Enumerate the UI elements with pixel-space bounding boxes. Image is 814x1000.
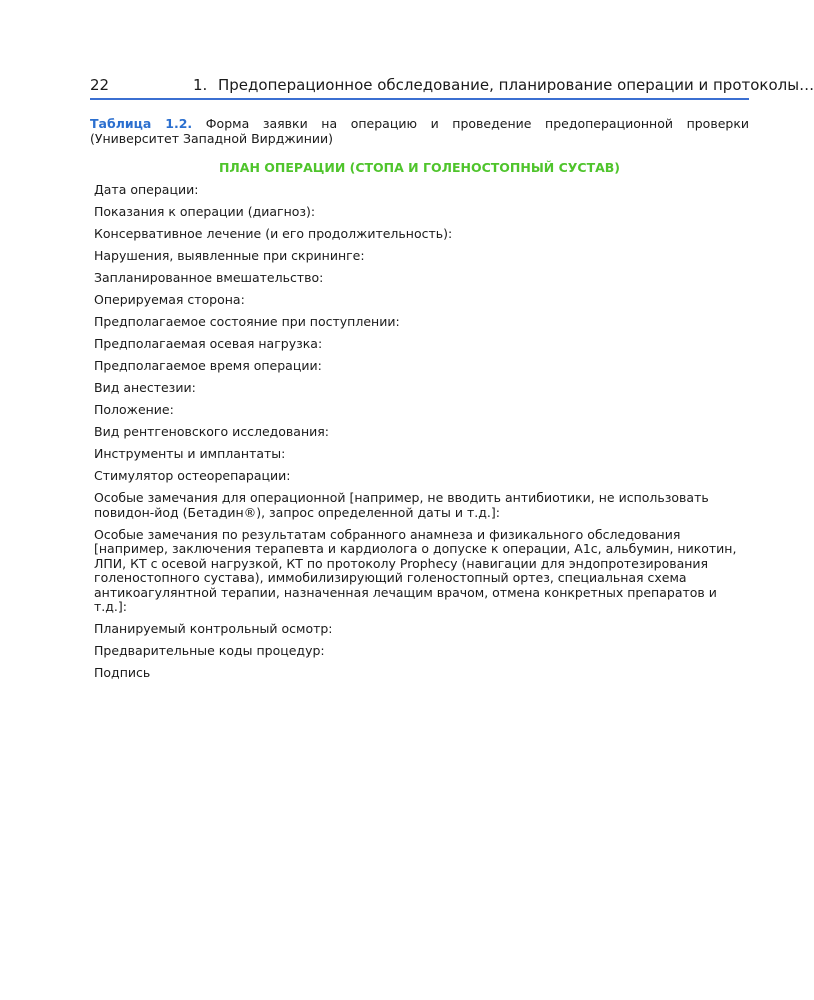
form-field: Подпись (94, 665, 151, 680)
form-title: ПЛАН ОПЕРАЦИИ (СТОПА И ГОЛЕНОСТОПНЫЙ СУСТАВ) (218, 160, 621, 175)
chapter-title: Предоперационное обследование, планирование операции и протоколы… (218, 76, 814, 94)
form-field: Дата операции: (94, 182, 199, 197)
form-field: Стимулятор остеорепарации: (94, 468, 291, 483)
form-field: Инструменты и имплантаты: (94, 446, 286, 461)
running-header (90, 74, 814, 100)
form-field: Вид рентгеновского исследования: (94, 424, 329, 439)
form-field: Вид анестезии: (94, 380, 196, 395)
table-caption (90, 116, 749, 146)
form-field: Предварительные коды процедур: (94, 643, 325, 658)
form-field: Предполагаемая осевая нагрузка: (94, 336, 323, 351)
form-field: Запланированное вмешательство: (94, 270, 324, 285)
chapter-number: 1. (193, 76, 208, 94)
form-field: Консервативное лечение (и его продолжительность): (94, 226, 453, 241)
form-field: Показания к операции (диагноз): (94, 204, 316, 219)
form-field: Планируемый контрольный осмотр: (94, 621, 333, 636)
form-field: Предполагаемое время операции: (94, 358, 322, 373)
form-field: Оперируемая сторона: (94, 292, 245, 307)
form-field: Особые замечания по результатам собранного анамнеза и физикального обследования [например, заключения терапевта и кардиолога о допуске к операции, A1c, альбумин, никотин, ЛПИ, КТ с осевой нагрузкой, КТ по протоколу Prophecy (навигации для эндопротезирования голеностопного сустава), иммобилизирующий голеностопный ортез, специальная схема антикоагулянтной терапии, назначенная лечащим врачом, отмена конкретных препаратов и т.д.]: (94, 526, 737, 614)
form-field: Предполагаемое состояние при поступлении: (94, 314, 400, 329)
caption-text: Форма заявки на операцию и проведение предоперационной проверки (Университет Западной Вирджинии) (90, 116, 749, 146)
form-field: Особые замечания для операционной [например, не вводить антибиотики, не использовать повидон-йод (Бетадин®), запрос определенной даты и т.д.]: (94, 490, 709, 520)
form-field: Положение: (94, 402, 174, 417)
page-number: 22 (90, 76, 110, 94)
form-field-list (94, 183, 749, 688)
form-field: Нарушения, выявленные при скрининге: (94, 248, 365, 263)
caption-label: Таблица 1.2. (90, 116, 193, 131)
